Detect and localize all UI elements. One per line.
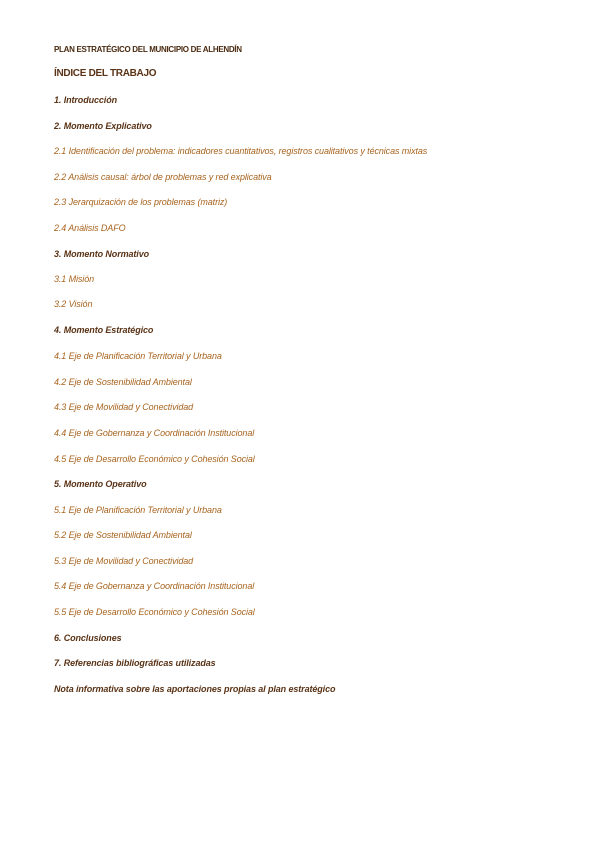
toc-subsection-4-2: 4.2 Eje de Sostenibilidad Ambiental [54,377,192,387]
toc-section-2: 2. Momento Explicativo [54,121,152,131]
toc-subsection-2-1: 2.1 Identificación del problema: indicadores cuantitativos, registros cualitativos y técnicas mixtas [54,146,428,156]
toc-subsection-3-2: 3.2 Visión [54,299,93,309]
toc-section-7: 7. Referencias bibliográficas utilizadas [54,658,216,668]
toc-subsection-3-1: 3.1 Misión [54,274,95,284]
toc-section-6: 6. Conclusiones [54,633,122,643]
toc-subsection-2-2: 2.2 Análisis causal: árbol de problemas y red explicativa [54,172,272,182]
toc-section-3: 3. Momento Normativo [54,249,150,259]
toc-subsection-2-3: 2.3 Jerarquización de los problemas (matriz) [54,197,228,207]
toc-subsection-5-3: 5.3 Eje de Movilidad y Conectividad [54,556,194,566]
toc-subsection-4-1: 4.1 Eje de Planificación Territorial y Urbana [54,351,222,361]
toc-subsection-4-4: 4.4 Eje de Gobernanza y Coordinación Institucional [54,428,255,438]
toc-subsection-5-4: 5.4 Eje de Gobernanza y Coordinación Institucional [54,581,255,591]
toc-section-4: 4. Momento Estratégico [54,325,154,335]
toc-subsection-2-4: 2.4 Análisis DAFO [54,223,126,233]
toc-section-5: 5. Momento Operativo [54,479,147,489]
toc-section-1: 1. Introducción [54,95,118,105]
document-title: PLAN ESTRATÉGICO DEL MUNICIPIO DE ALHENDÍN [54,45,242,54]
toc-subsection-5-2: 5.2 Eje de Sostenibilidad Ambiental [54,530,192,540]
toc-subsection-5-5: 5.5 Eje de Desarrollo Económico y Cohesión Social [54,607,255,617]
index-title: ÍNDICE DEL TRABAJO [54,68,157,79]
toc-subsection-4-5: 4.5 Eje de Desarrollo Económico y Cohesión Social [54,454,255,464]
toc-subsection-4-3: 4.3 Eje de Movilidad y Conectividad [54,402,194,412]
toc-subsection-5-1: 5.1 Eje de Planificación Territorial y Urbana [54,505,222,515]
toc-note: Nota informativa sobre las aportaciones propias al plan estratégico [54,684,336,694]
